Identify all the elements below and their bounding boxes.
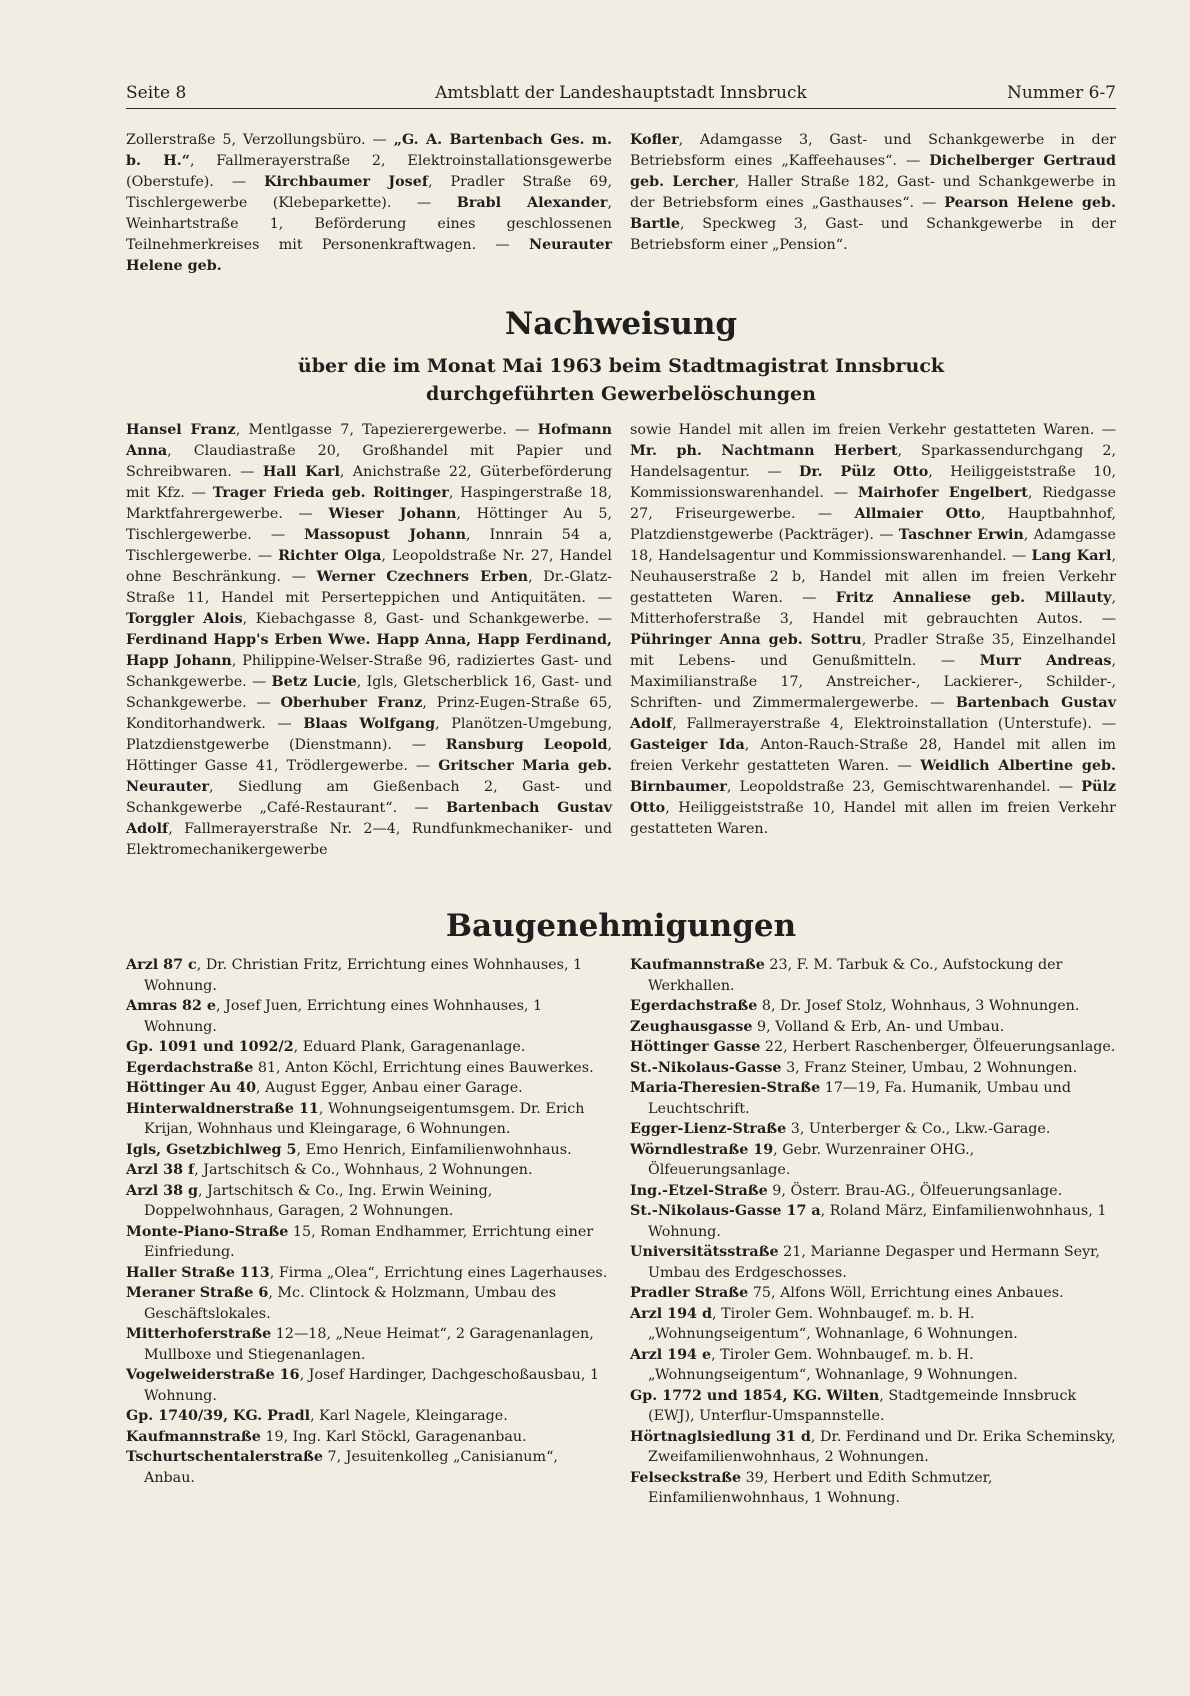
entry-text: , Jartschitsch & Co., Wohnhaus, 2 Wohnungen.: [194, 1162, 533, 1178]
entry-name: Universitätsstraße: [630, 1244, 779, 1260]
nachweisung-section: [126, 420, 1116, 861]
entry-name: Gp. 1740/39, KG. Pradl: [126, 1408, 311, 1424]
list-item: [126, 1078, 612, 1099]
entry-text: , Speckweg 3, Gast- und Schankgewerbe in der Betriebsform einer „Pension“.: [630, 216, 1116, 253]
entry-text: , Höttinger Au 5, Tischlergewerbe. —: [126, 506, 612, 543]
entry-text: 22, Herbert Raschenberger, Ölfeuerungsanlage.: [760, 1039, 1116, 1055]
entry-name: Arzl 87 c: [126, 957, 197, 973]
header-page-number: Seite 8: [126, 83, 187, 103]
entry-text: , Prinz-Eugen-Straße 65, Konditorhandwerk. —: [126, 695, 612, 732]
entry-name: Hall Karl: [262, 464, 340, 480]
entry-text: , Roland März, Einfamilienwohnhaus, 1 Wohnung.: [648, 1203, 1107, 1240]
entry-name: Mairhofer Engelbert: [857, 485, 1028, 501]
list-item: [126, 1160, 612, 1181]
entry-name: Taschner Erwin: [898, 527, 1024, 543]
entry-text: , August Egger, Anbau einer Garage.: [256, 1080, 523, 1096]
intro-left-column: [126, 130, 612, 277]
entry-name: Kirchbaumer Josef: [264, 174, 428, 190]
entry-name: Wieser Johann: [328, 506, 457, 522]
list-item: [630, 1468, 1116, 1509]
entry-text: , Anton-Rauch-Straße 28, Handel mit allen im freien Verkehr gestatteten Waren. —: [630, 737, 1116, 774]
entry-text: 9, Österr. Brau-AG., Ölfeuerungsanlage.: [767, 1182, 1063, 1199]
list-item: [126, 1037, 612, 1058]
entry-name: Betz Lucie: [271, 674, 357, 690]
entry-text: , Dr.-Glatz-Straße 11, Handel mit Perserteppichen und Antiquitäten. —: [126, 569, 612, 606]
list-item: [126, 1406, 612, 1427]
intro-left-text: [126, 130, 612, 277]
entry-text: , Pradler Straße 69, Tischlergewerbe (Klebeparkette). —: [126, 174, 612, 211]
entry-name: Hansel Franz: [126, 422, 236, 438]
baugenehmigungen-section: [126, 955, 1116, 1509]
entry-text: , Fallmerayerstraße 4, Elektroinstallation (Unterstufe). —: [672, 716, 1116, 732]
entry-name: Ing.-Etzel-Straße: [630, 1182, 768, 1199]
entry-name: Gasteiger Ida: [630, 737, 745, 753]
entry-text: 39, Herbert und Edith Schmutzer, Einfamilienwohnhaus, 1 Wohnung.: [648, 1469, 993, 1506]
entry-text: , Adamgasse 18, Handelsagentur und Kommissionswarenhandel. —: [630, 527, 1116, 564]
entry-text: , Leopoldstraße 23, Gemischtwarenhandel. —: [726, 779, 1082, 795]
list-item: [126, 1324, 612, 1365]
entry-text: , Karl Nagele, Kleingarage.: [310, 1408, 508, 1424]
entry-text: , Josef Hardinger, Dachgeschoßausbau, 1 Wohnung.: [144, 1367, 600, 1404]
baugenehmigungen-left-column: [126, 955, 612, 1509]
entry-text: 17—19, Fa. Humanik, Umbau und Leuchtschrift.: [648, 1080, 1072, 1117]
entry-text: 21, Marianne Degasper und Hermann Seyr, Umbau des Erdgeschosses.: [648, 1244, 1100, 1281]
entry-text: , Neuhauserstraße 2 b, Handel mit allen im freien Verkehr gestatteten Waren. —: [630, 548, 1116, 606]
list-item: [126, 1222, 612, 1263]
list-item: [126, 1263, 612, 1284]
entry-text: 15, Roman Endhammer, Errichtung einer Einfriedung.: [144, 1223, 594, 1260]
entry-name: Ransburg Leopold: [445, 737, 608, 753]
entry-name: Arzl 194 d: [630, 1305, 712, 1322]
list-item: [630, 1037, 1116, 1058]
entry-name: Allmaier Otto: [854, 506, 981, 522]
entry-text: 12—18, „Neue Heimat“, 2 Garagenanlagen, Mullboxe und Stiegenanlagen.: [144, 1326, 594, 1363]
entry-text: , Heiliggeiststraße 10, Handel mit allen im freien Verkehr gestatteten Waren.: [630, 800, 1116, 837]
entry-name: Kaufmannstraße: [630, 957, 765, 973]
list-item: [630, 1427, 1116, 1468]
entry-name: Wörndlestraße 19: [630, 1141, 774, 1158]
entry-name: Oberhuber Franz: [280, 695, 423, 711]
nachweisung-right-text: [630, 420, 1116, 840]
entry-name: Blaas Wolfgang: [303, 716, 436, 732]
entry-text: , Mc. Clintock & Holzmann, Umbau des Geschäftslokales.: [144, 1285, 557, 1322]
list-item: [126, 1140, 612, 1161]
entry-text: 8, Dr. Josef Stolz, Wohnhaus, 3 Wohnungen.: [757, 998, 1080, 1014]
entry-name: Hörtnaglsiedlung 31 d: [630, 1428, 811, 1445]
entry-text: , Pradler Straße 35, Einzelhandel mit Lebens- und Genußmitteln. —: [630, 632, 1116, 669]
entry-text: , Gebr. Wurzenrainer OHG., Ölfeuerungsanlage.: [648, 1141, 975, 1178]
entry-name: Ferdinand Happ's Erben Wwe. Happ Anna, Happ Ferdinand, Happ Johann: [126, 632, 612, 669]
list-item: [630, 1386, 1116, 1427]
entry-text: , Innrain 54 a, Tischlergewerbe. —: [126, 527, 613, 564]
entry-text: , Hauptbahnhof, Platzdienstgewerbe (Packträger). —: [630, 506, 1116, 543]
entry-name: Lang Karl: [1031, 548, 1112, 564]
entry-text: 9, Volland & Erb, An- und Umbau.: [752, 1018, 1005, 1035]
intro-section: [126, 130, 1116, 277]
entry-text: 19, Ing. Karl Stöckl, Garagenanbau.: [260, 1428, 527, 1445]
header-title: Amtsblatt der Landeshauptstadt Innsbruck: [435, 83, 807, 103]
entry-text: , Jartschitsch & Co., Ing. Erwin Weining, Doppelwohnhaus, Garagen, 2 Wohnungen.: [144, 1182, 493, 1219]
entry-name: Bartenbach Gustav Adolf: [630, 695, 1116, 732]
entry-name: Pradler Straße: [630, 1285, 749, 1301]
entry-name: Vogelweiderstraße 16: [126, 1367, 300, 1383]
nachweisung-subtitle-2: durchgeführten Gewerbelöschungen: [426, 383, 816, 405]
entry-name: Maria-Theresien-Straße: [630, 1080, 821, 1096]
entry-text: Zollerstraße 5, Verzollungsbüro. —: [126, 132, 394, 148]
list-item: [630, 1181, 1116, 1202]
entry-name: Arzl 38 f: [126, 1162, 195, 1178]
entry-name: Brabl Alexander: [456, 195, 608, 211]
entry-text: , Josef Juen, Errichtung eines Wohnhauses, 1 Wohnung.: [144, 998, 543, 1035]
entry-text: 75, Alfons Wöll, Errichtung eines Anbaues.: [748, 1285, 1064, 1301]
entry-name: Murr Andreas: [979, 653, 1112, 669]
entry-name: Tschurtschentalerstraße: [126, 1449, 323, 1465]
entry-name: Weidlich Albertine geb. Birnbaumer: [630, 758, 1116, 795]
entry-text: , Heiliggeiststraße 10, Kommissionswarenhandel. —: [630, 464, 1116, 501]
entry-name: Hofmann Anna: [126, 422, 613, 459]
list-item: [126, 1181, 612, 1222]
entry-text: 81, Anton Köchl, Errichtung eines Bauwerkes.: [253, 1059, 594, 1076]
entry-name: Richter Olga: [278, 548, 382, 564]
entry-text: , Planötzen-Umgebung, Platzdienstgewerbe (Dienstmann). —: [126, 716, 612, 753]
entry-name: Felseckstraße: [630, 1469, 742, 1486]
entry-text: , Anichstraße 22, Güterbeförderung mit Kfz. —: [126, 464, 612, 501]
entry-text: , Philippine-Welser-Straße 96, radiziertes Gast- und Schankgewerbe. —: [126, 653, 612, 690]
entry-name: Egerdachstraße: [126, 1059, 254, 1076]
entry-name: Kofler: [630, 132, 679, 148]
entry-name: Zeughausgasse: [630, 1018, 753, 1035]
nachweisung-right-column: [630, 420, 1116, 861]
entry-text: , Claudiastraße 20, Großhandel mit Papier und Schreibwaren. —: [126, 443, 612, 480]
entry-text: 3, Unterberger & Co., Lkw.-Garage.: [786, 1121, 1051, 1137]
entry-text: , Haspingerstraße 18, Marktfahrergewerbe. —: [126, 485, 612, 522]
entry-name: Gritscher Maria geb. Neurauter: [126, 758, 612, 795]
entry-name: Arzl 194 e: [630, 1346, 712, 1363]
list-item: [630, 1304, 1116, 1345]
list-item: [630, 1283, 1116, 1304]
entry-name: Werner Czechners Erben: [316, 569, 529, 585]
list-item: [630, 1242, 1116, 1283]
list-item: [126, 1365, 612, 1406]
entry-text: , Siedlung am Gießenbach 2, Gast- und Schankgewerbe „Café-Restaurant“. —: [126, 779, 612, 816]
entry-name: Monte-Piano-Straße: [126, 1223, 289, 1240]
entry-text: , Riedgasse 27, Friseurgewerbe. —: [630, 485, 1116, 522]
entry-name: St.-Nikolaus-Gasse: [630, 1059, 782, 1076]
list-item: [630, 1058, 1116, 1079]
entry-text: , Höttinger Gasse 41, Trödlergewerbe. —: [126, 737, 612, 774]
entry-name: Mitterhoferstraße: [126, 1326, 272, 1342]
entry-text: , Weinhartstraße 1, Beförderung eines geschlossenen Teilnehmerkreises mit Personenkraftwagen. —: [126, 195, 612, 253]
entry-text: , Igls, Gletscherblick 16, Gast- und Schankgewerbe. —: [126, 674, 613, 711]
entry-name: Pühringer Anna geb. Sottru: [630, 632, 862, 648]
nachweisung-subtitle-1: über die im Monat Mai 1963 beim Stadtmagistrat Innsbruck: [297, 355, 945, 377]
header-rule: [126, 108, 1116, 109]
list-item: [126, 996, 612, 1037]
entry-text: , Leopoldstraße Nr. 27, Handel ohne Beschränkung. —: [126, 548, 612, 585]
entry-text: , Eduard Plank, Garagenanlage.: [293, 1039, 526, 1055]
entry-name: Amras 82 e: [126, 998, 217, 1014]
entry-name: Fritz Annaliese geb. Millauty: [835, 590, 1112, 606]
entry-name: Egerdachstraße: [630, 998, 758, 1014]
entry-name: Mr. ph. Nachtmann Herbert: [630, 443, 898, 459]
entry-name: Dr. Pülz Otto: [799, 464, 929, 480]
entry-name: Meraner Straße 6: [126, 1285, 269, 1301]
entry-text: 23, F. M. Tarbuk & Co., Aufstockung der Werkhallen.: [648, 957, 1063, 994]
entry-text: , Adamgasse 3, Gast- und Schankgewerbe in der Betriebsform eines „Kaffeehauses“. —: [630, 132, 1116, 169]
entry-name: Neurauter Helene geb.: [126, 237, 612, 274]
entry-name: Arzl 38 g: [126, 1182, 199, 1199]
entry-name: Torggler Alois: [126, 611, 243, 627]
entry-text: , Kiebachgasse 8, Gast- und Schankgewerbe. —: [242, 611, 613, 627]
entry-name: Hinterwaldnerstraße 11: [126, 1100, 319, 1117]
nachweisung-left-text: [126, 420, 612, 861]
list-item: [630, 1345, 1116, 1386]
entry-text: , Firma „Olea“, Errichtung eines Lagerhauses.: [269, 1264, 608, 1281]
list-item: [126, 1427, 612, 1448]
list-item: [630, 1017, 1116, 1038]
list-item: [630, 996, 1116, 1017]
entry-name: Höttinger Au 40: [126, 1080, 257, 1096]
list-item: [630, 1201, 1116, 1242]
nachweisung-title: Nachweisung: [504, 306, 738, 342]
page-header: [126, 80, 1116, 106]
entry-text: , Stadtgemeinde Innsbruck (EWJ), Unterflur-Umspannstelle.: [648, 1387, 1077, 1424]
entry-text: 3, Franz Steiner, Umbau, 2 Wohnungen.: [781, 1059, 1078, 1076]
entry-text: , Tiroler Gem. Wohnbaugef. m. b. H. „Wohnungseigentum“, Wohnanlage, 9 Wohnungen.: [648, 1346, 1018, 1383]
entry-text: , Sparkassendurchgang 2, Handelsagentur. —: [630, 443, 1117, 480]
intro-right-text: [630, 130, 1116, 256]
entry-name: Trager Frieda geb. Roitinger: [212, 485, 449, 501]
entry-text: , Dr. Ferdinand und Dr. Erika Scheminsky, Zweifamilienwohnhaus, 2 Wohnungen.: [648, 1428, 1116, 1465]
list-item: [126, 1283, 612, 1324]
entry-name: Höttinger Gasse: [630, 1039, 761, 1055]
intro-right-column: [630, 130, 1116, 277]
entry-name: Kaufmannstraße: [126, 1428, 261, 1445]
entry-name: „G. A. Bartenbach Ges. m. b. H.“: [126, 132, 613, 169]
entry-name: Pülz Otto: [630, 779, 1116, 816]
entry-name: St.-Nikolaus-Gasse 17 a: [630, 1203, 821, 1219]
entry-name: Dichelberger Gertraud geb. Lercher: [630, 153, 1116, 190]
entry-text: , Emo Henrich, Einfamilienwohnhaus.: [296, 1141, 572, 1158]
entry-text: sowie Handel mit allen im freien Verkehr gestatteten Waren. —: [630, 422, 1116, 438]
list-item: [630, 1119, 1116, 1140]
list-item: [630, 1078, 1116, 1119]
entry-text: , Dr. Christian Fritz, Errichtung eines Wohnhauses, 1 Wohnung.: [144, 957, 583, 994]
list-item: [630, 955, 1116, 996]
entry-text: , Fallmerayerstraße 2, Elektroinstallationsgewerbe (Oberstufe). —: [126, 153, 612, 190]
list-item: [126, 955, 612, 996]
list-item: [126, 1099, 612, 1140]
entry-name: Gp. 1091 und 1092/2: [126, 1039, 294, 1055]
entry-text: , Tiroler Gem. Wohnbaugef. m. b. H. „Wohnungseigentum“, Wohnanlage, 6 Wohnungen.: [648, 1305, 1018, 1342]
entry-name: Pearson Helene geb. Bartle: [630, 195, 1116, 232]
entry-text: , Wohnungseigentumsgem. Dr. Erich Krijan, Wohnhaus und Kleingarage, 6 Wohnungen.: [144, 1100, 585, 1137]
header-issue-number: Nummer 6-7: [1006, 83, 1116, 103]
entry-text: , Maximilianstraße 17, Anstreicher-, Lackierer-, Schilder-, Schriften- und Zimmermalergewerbe. —: [630, 653, 1116, 711]
entry-name: Egger-Lienz-Straße: [630, 1121, 787, 1137]
entry-name: Bartenbach Gustav Adolf: [126, 800, 613, 837]
list-item: [126, 1058, 612, 1079]
entry-name: Igls, Gsetzbichlweg 5: [126, 1141, 297, 1158]
entry-name: Gp. 1772 und 1854, KG. Wilten: [630, 1387, 880, 1404]
baugenehmigungen-right-column: [630, 955, 1116, 1509]
entry-text: 7, Jesuitenkolleg „Canisianum“, Anbau.: [144, 1449, 558, 1486]
nachweisung-left-column: [126, 420, 612, 861]
list-item: [630, 1140, 1116, 1181]
entry-text: , Mentlgasse 7, Tapezierergewerbe. —: [235, 422, 538, 438]
entry-name: Massopust Johann: [304, 527, 467, 543]
baugenehmigungen-title: Baugenehmigungen: [445, 908, 797, 944]
entry-text: , Mitterhoferstraße 3, Handel mit gebrauchten Autos. —: [630, 590, 1116, 627]
entry-text: , Fallmerayerstraße Nr. 2—4, Rundfunkmechaniker- und Elektromechanikergewerbe: [126, 821, 612, 858]
entry-name: Haller Straße 113: [126, 1264, 270, 1281]
entry-text: , Haller Straße 182, Gast- und Schankgewerbe in der Betriebsform eines „Gasthauses“. —: [630, 174, 1116, 211]
list-item: [126, 1447, 612, 1488]
